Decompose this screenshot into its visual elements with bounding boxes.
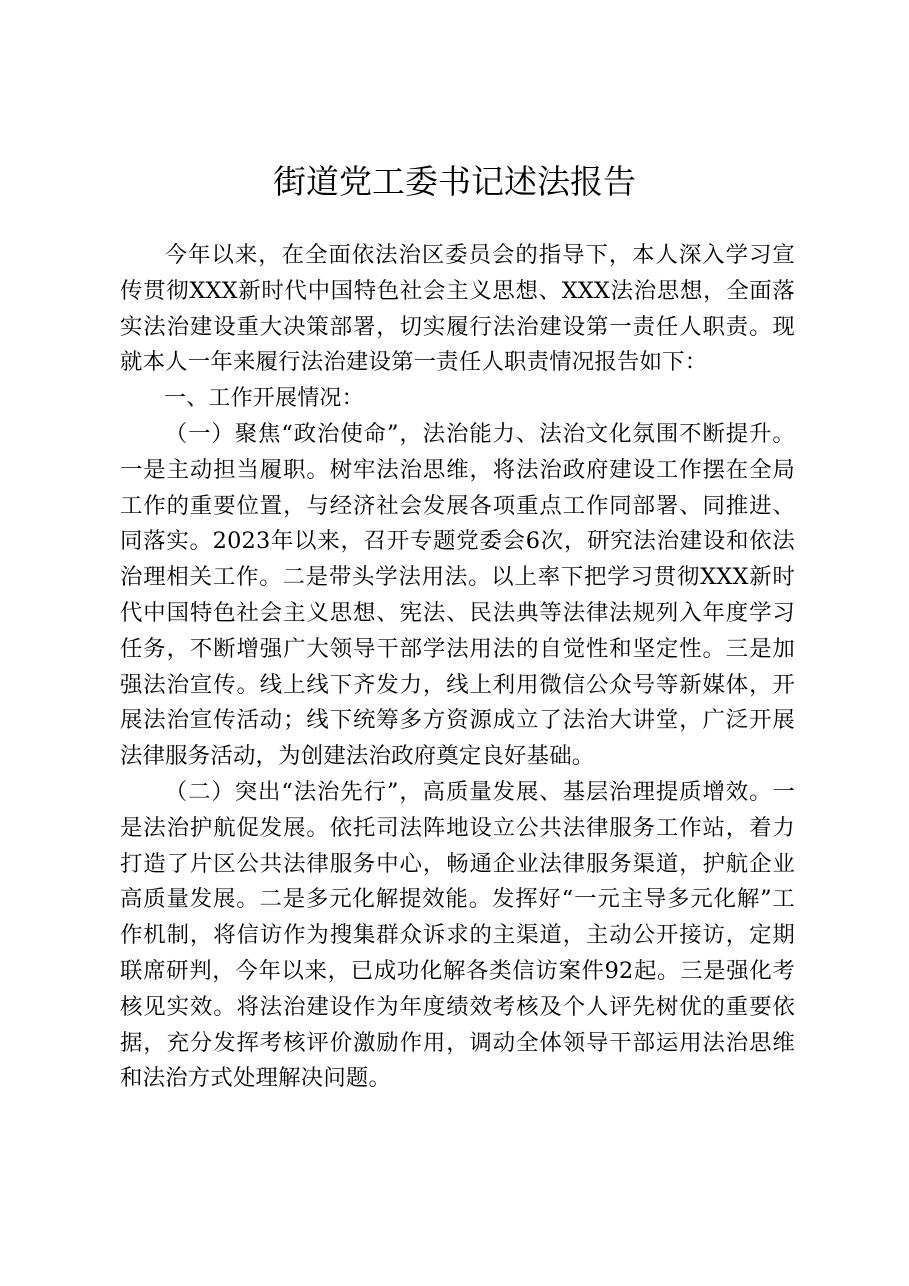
section-heading: 一、工作开展情况： (164, 386, 364, 412)
paragraph-section-1: （一）聚焦“政治使命”，法治能力、法治文化氛围不断提升。一是主动担当履职。树牢法治思维，将法治政府建设工作摆在全局工作的重要位置，与经济社会发展各项重点工作同部署、同推进、同落实。2023年以来，召开专题党委会6次，研究法治建设和依法治理相关工作。二是带头学法用法。以上率下把学习贯彻XXX新时代中国特色社会主义思想、宪法、民法典等法律法规列入年度学习任务，不断增强广大领导干部学法用法的自觉性和坚定性。三是加强法治宣传。线上线下齐发力，线上利用微信公众号等新媒体，开展法治宣传活动；线下统筹多方资源成立了法治大讲堂，广泛开展法律服务活动，为创建法治政府奠定良好基础。 (120, 420, 795, 770)
document-body (120, 238, 795, 1097)
document-title: 街道党工委书记述法报告 (273, 162, 636, 201)
paragraph-section-2: （二）突出“法治先行”，高质量发展、基层治理提质增效。一是法治护航促发展。依托司法阵地设立公共法律服务工作站，着力打造了片区公共法律服务中心，畅通企业法律服务渠道，护航企业高质量发展。二是多元化解提效能。发挥好“一元主导多元化解”工作机制，将信访作为搜集群众诉求的主渠道，主动公开接访，定期联席研判，今年以来，已成功化解各类信访案件92起。三是强化考核见实效。将法治建设作为年度绩效考核及个人评先树优的重要依据，充分发挥考核评价激励作用，调动全体领导干部运用法治思维和法治方式处理解决问题。 (120, 778, 795, 1092)
paragraph-intro: 今年以来，在全面依法治区委员会的指导下，本人深入学习宣传贯彻XXX新时代中国特色社会主义思想、XXX法治思想，全面落实法治建设重大决策部署，切实履行法治建设第一责任人职责。现就本人一年来履行法治建设第一责任人职责情况报告如下： (120, 242, 795, 376)
